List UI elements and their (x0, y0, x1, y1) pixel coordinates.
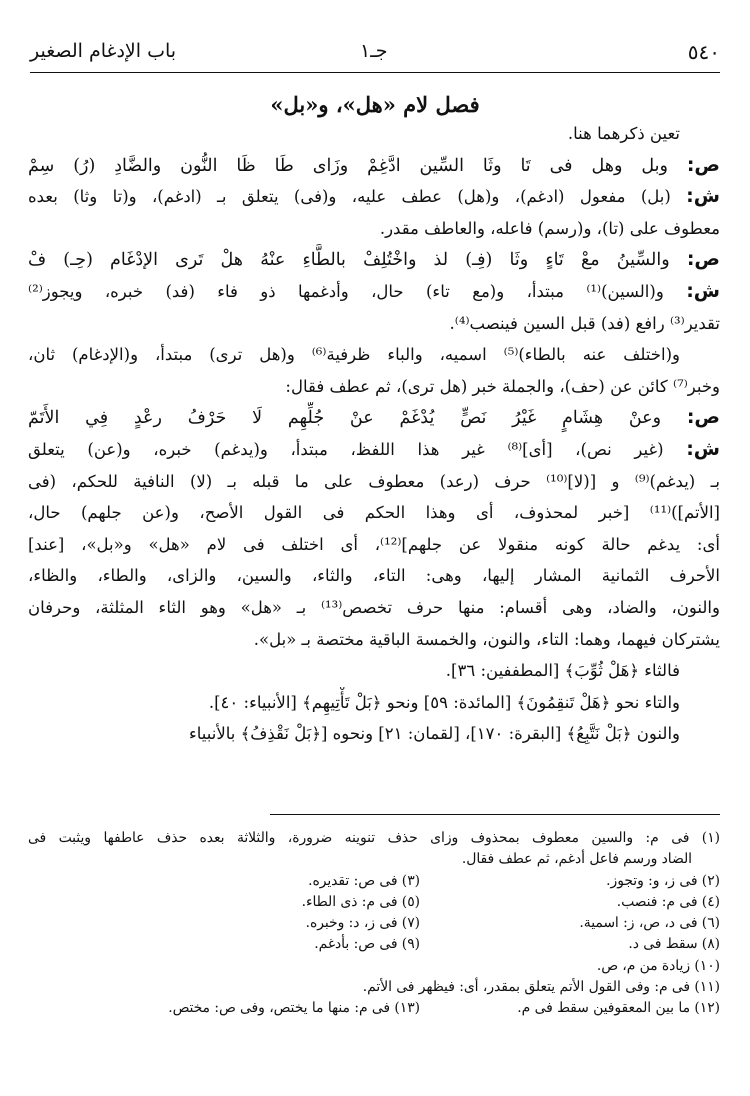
verse-tag: ص: (686, 406, 720, 429)
text-line: تعين ذكرهما هنا. (567, 124, 680, 143)
text-line: بـ (يدغم)⁽⁹⁾ و [(لا]⁽¹⁰⁾ حرف (رعد) معطوف على ما قبله بـ (لا) النافية للحكم، (فى (28, 471, 720, 491)
footnote: (٢) فى ز، و: وتجوز. (606, 872, 720, 889)
verse-tag: ص: (686, 248, 720, 271)
text-line: الأحرف الثمانية المشار إليها، وهى: التاء، والثاء، والسين، والزاى، والطاء، والظاء، (28, 566, 720, 586)
text-line: والتاء نحو ﴿هَلْ تَنقِمُونَ﴾ [المائدة: ٥٩] ونحو ﴿بَلْ تَأْتِيهِم﴾ [الأنبياء: ٤٠]. (208, 692, 680, 712)
commentary-tag: ش: (686, 279, 720, 302)
commentary-tag: ش: (686, 185, 720, 208)
chapter-title: باب الإدغام الصغير (30, 40, 177, 62)
verse-line (28, 244, 720, 276)
verse-line (28, 402, 720, 434)
footnote-rule (270, 814, 720, 815)
text-line: والنون ﴿بَلْ نَتَّبِعُ﴾ [البقرة: ١٧٠]، [لقمان: ٢١] ونحوه [﴿بَلْ نَقْذِفُ﴾ بالأنبياء (189, 724, 680, 744)
running-header (30, 40, 720, 68)
verse-text: وعنْ هِشَامٍ غَيْرُ نَصٍّ يُدْغَمْ عنْ جُلِّهِم لَا حَرْفُ رعْدٍ فِي الأَتَمّ (28, 408, 662, 429)
text-line: يشتركان فيهما، وهما: التاء، والنون، والخمسة الباقية مختصة بـ «بل». (253, 629, 720, 649)
footnote-row (28, 913, 720, 934)
text-line: معطوف على (تا)، و(رسم) فاعله، والعاطف مقدر. (379, 218, 720, 238)
text-line: و(اختلف عنه بالطاء)⁽⁵⁾ اسميه، والباء ظرفية⁽⁶⁾ و(هل ترى) مبتدأ، و(الإدغام) ثان، (28, 345, 680, 365)
footnote: (٤) فى م: فنصب. (616, 893, 720, 910)
page-number: ٥٤٠ (687, 40, 720, 64)
commentary-text: و(السين)⁽¹⁾ مبتدأ، و(مع تاء) حال، وأدغمها ذو فاء (فد) خبره، ويجوز⁽²⁾ (28, 281, 664, 301)
footnote: (٨) سقط فى د. (628, 936, 720, 953)
verse-text: وبل وهل فى تَا وثَا السِّين ادَّغِمْ وزَاى طَا ظَا النُّون والضَّادِ (رُ) سِمْ (28, 155, 668, 176)
commentary-line (28, 434, 720, 466)
footnote: (١٢) ما بين المعقوفين سقط فى م. (517, 1000, 720, 1017)
footnote: (٩) فى ص: بأدغم. (314, 936, 420, 953)
footnote: (١٣) فى م: منها ما يختص، وفى ص: مختص. (168, 1000, 420, 1017)
footnote-row (28, 998, 720, 1019)
footnote: (٥) فى م: ذى الطاء. (301, 893, 420, 910)
commentary-line (28, 181, 720, 213)
text-line: تقدير⁽³⁾ رافع (فد) قبل السين فينصب⁽⁴⁾. (449, 313, 720, 333)
commentary-line (28, 276, 720, 308)
section-title: فصل لام «هل»، و«بل» (270, 92, 480, 117)
text-line: وخبر⁽⁷⁾ كائن عن (حف)، والجملة خبر (هل ترى)، ثم عطف فقال: (285, 376, 720, 396)
footnote-row (28, 892, 720, 913)
header-rule (30, 72, 720, 73)
text-line: والنون، والضاد، وهى أقسام: منها حرف تخصص⁽¹³⁾ بـ «هل» وهو الثاء المثلثة، وحرفان (28, 597, 720, 617)
text-line: فالثاء ﴿هَلْ ثُوِّبَ﴾ [المطففين: ٣٦]. (445, 661, 680, 681)
commentary-tag: ش: (686, 437, 720, 460)
footnote: (١٠) زيادة من م، ص. (596, 957, 720, 974)
verse-tag: ص: (686, 153, 720, 176)
footnote: (١) فى م: والسين معطوف بمحذوف وزاى حذف تنوينه ضرورة، والثلاثة بعده حذف عاطفها ويثبت فى (28, 830, 720, 846)
footnote: (١١) فى م: وفى القول الأتم يتعلق بمقدر، أى: فيظهر فى الأتم. (362, 979, 720, 996)
text-line: أى: يدغم حالة كونه منقولا عن جلهم]⁽¹²⁾، أى اختلف فى لام «هل» و«بل»، [عند] (28, 534, 720, 554)
footnote: (٦) فى د، ص، ز: اسمية. (579, 915, 720, 932)
footnote: (٧) فى ز، د: وخبره. (305, 915, 420, 932)
footnote: (٣) فى ص: تقديره. (308, 872, 420, 889)
text-line: [الأتم])⁽¹¹⁾ [خبر لمحذوف، أى وهذا الحكم فى القول الأصح، و(عن جلهم) حال، (28, 503, 720, 523)
footnote-row (28, 871, 720, 892)
verse-text: والسِّينُ معْ تَاءٍ وثَا (فِـ) لذ واخْتُلِفْ بالطَّاءِ عنْهُ هلْ تَرى الإدْغَام (حِـ) فْ (28, 250, 670, 271)
main-text (28, 118, 720, 750)
verse-line (28, 150, 720, 182)
footnote-continuation: الضاد ورسم فاعل أدغم، ثم عطف فقال. (461, 851, 692, 868)
footnote-row (28, 934, 720, 955)
footnotes (28, 828, 720, 1020)
commentary-text: (غير نص)، [أى]⁽⁸⁾ غير هذا اللفظ، مبتدأ، و(يدغم) خبره، و(عن) يتعلق (28, 439, 664, 459)
volume-label: جـ١ (360, 40, 388, 62)
commentary-text: (بل) مفعول (ادغم)، و(هل) عطف عليه، و(فى) يتعلق بـ (ادغم)، و(تا وثا) بعده (28, 187, 671, 207)
